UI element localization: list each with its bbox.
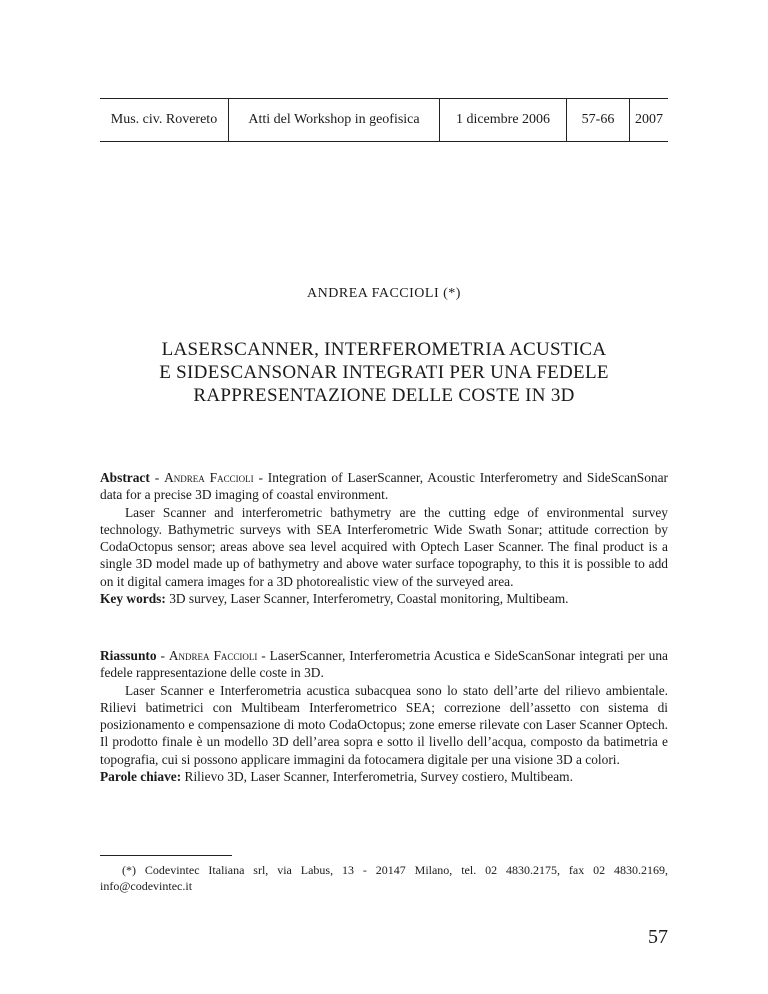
abstract-heading-text: - Integration of LaserScanner, Acoustic Interferometry and SideScanSonar data for a precise 3D imaging of coastal environment. (100, 470, 669, 503)
header-series: Atti del Workshop in geofisica (229, 99, 440, 141)
riassunto-heading-text: - LaserScanner, Interferometria Acustica e SideScanSonar integrati per una fedele rappresentazione delle coste in 3D. (100, 648, 668, 681)
page-number: 57 (648, 926, 668, 948)
footnote: (*) Codevintec Italiana srl, via Labus, 13 - 20147 Milano, tel. 02 4830.2175, fax 02 4830.2169, info@codevintec.it (100, 863, 668, 893)
abstract-section (100, 469, 668, 607)
riassunto-sep: - (156, 648, 169, 663)
riassunto-section (100, 647, 668, 785)
riassunto-keywords (100, 768, 668, 785)
abstract-keywords (100, 590, 668, 607)
abstract-body: Laser Scanner and interferometric bathymetry are the cutting edge of environmental survey technology. Bathymetric surveys with SEA Interferometric Wide Swath Sonar; attitude correction by CodaOctopus sensor; areas above sea level acquired with Optech Laser Scanner. The final product is a single 3D model made up of bathymetry and above water surface topography, to this it is possible to add on it digital camera images for a 3D photorealistic view of the surveyed area. (100, 504, 668, 589)
riassunto-body: Laser Scanner e Interferometria acustica subacquea sono lo stato dell’arte del rilievo ambientale. Rilievi batimetrici con Multibeam Interferometrico SEA; correzione dell’assetto con sistema di posizionamento e compensazione di moto CodaOctopus; zone emerse rilevate con Laser Scanner Optech. Il prodotto finale è un modello 3D dell’area sopra e sotto il livello dell’acqua, composto da batimetria e topografia, cui si possono applicare immagini da fotocamera digitale per una visione 3D a colori. (100, 682, 668, 767)
abstract-label: Abstract (100, 470, 150, 485)
header-date: 1 dicembre 2006 (440, 99, 567, 141)
abstract-heading (100, 469, 668, 504)
header-pages: 57-66 (567, 99, 630, 141)
riassunto-heading (100, 647, 668, 682)
title-line-3: RAPPRESENTAZIONE DELLE COSTE IN 3D (193, 385, 575, 406)
abstract-author: Andrea Faccioli (164, 470, 254, 485)
author-name: ANDREA FACCIOLI (*) (307, 286, 461, 301)
abstract-sep: - (149, 470, 165, 485)
paper-title (100, 338, 668, 407)
riassunto-label: Riassunto (100, 648, 157, 663)
parole-chiave-text: Rilievo 3D, Laser Scanner, Interferometria, Survey costiero, Multibeam. (181, 769, 573, 785)
title-line-1: LASERSCANNER, INTERFEROMETRIA ACUSTICA (161, 339, 607, 360)
footnote-rule (100, 855, 232, 856)
header-journal: Mus. civ. Rovereto (100, 99, 229, 141)
header-year: 2007 (635, 112, 663, 127)
journal-header-table (100, 98, 668, 142)
title-line-2: E SIDESCANSONAR INTEGRATI PER UNA FEDELE (159, 362, 609, 383)
riassunto-author: Andrea Faccioli (168, 648, 258, 663)
keywords-text: 3D survey, Laser Scanner, Interferometry, Coastal monitoring, Multibeam. (165, 591, 569, 607)
keywords-label: Key words: (100, 591, 166, 607)
parole-chiave-label: Parole chiave: (100, 769, 182, 785)
